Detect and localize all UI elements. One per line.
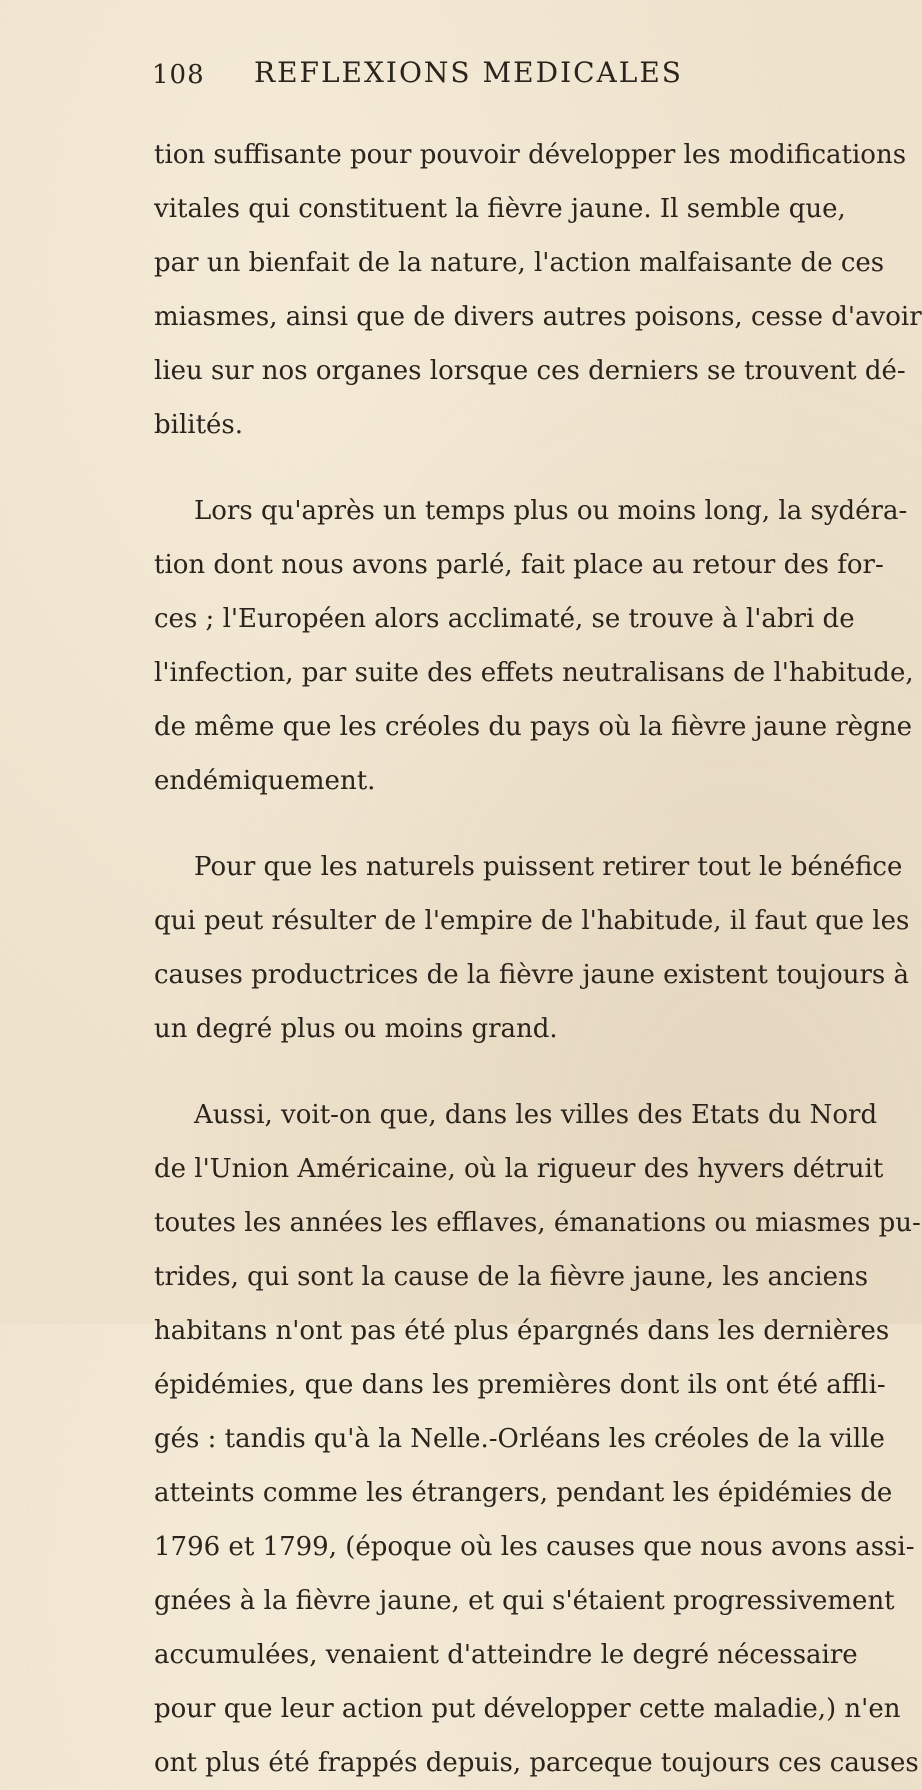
paragraph-gap <box>154 808 726 840</box>
text-line: gnées à la fièvre jaune, et qui s'étaient progressivement <box>154 1586 895 1616</box>
text-line: toutes les années les efflaves, émanations ou miasmes pu- <box>154 1208 921 1238</box>
body-text <box>154 128 922 1790</box>
text-line: habitans n'ont pas été plus épargnés dans les dernières <box>154 1316 890 1346</box>
text-line: endémiquement. <box>154 766 376 796</box>
paragraph-gap <box>154 1056 726 1088</box>
text-line: un degré plus ou moins grand. <box>154 1014 558 1044</box>
text-line: 1796 et 1799, (époque où les causes que nous avons assi- <box>154 1532 915 1562</box>
text-line: Lors qu'après un temps plus ou moins long, la sydéra- <box>194 496 908 526</box>
text-line: causes productrices de la fièvre jaune existent toujours à <box>154 960 909 990</box>
paragraph-4 <box>154 1088 921 1790</box>
page-number: 108 <box>152 60 205 90</box>
text-line: atteints comme les étrangers, pendant les épidémies de <box>154 1478 893 1508</box>
text-line: par un bienfait de la nature, l'action malfaisante de ces <box>154 248 885 278</box>
text-line: lieu sur nos organes lorsque ces derniers se trouvent dé- <box>154 356 906 386</box>
text-line: Aussi, voit-on que, dans les villes des Etats du Nord <box>194 1100 878 1130</box>
text-line: de l'Union Américaine, où la rigueur des hyvers détruit <box>154 1154 884 1184</box>
running-head <box>0 52 800 92</box>
text-line: tion suffisante pour pouvoir développer les modifications <box>154 140 907 170</box>
text-line: Pour que les naturels puissent retirer tout le bénéfice <box>194 852 903 882</box>
text-line: trides, qui sont la cause de la fièvre jaune, les anciens <box>154 1262 869 1292</box>
paragraph-2 <box>154 484 914 808</box>
text-line: pour que leur action put développer cette maladie,) n'en <box>154 1694 901 1724</box>
text-line: épidémies, que dans les premières dont ils ont été affli- <box>154 1370 886 1400</box>
text-line: miasmes, ainsi que de divers autres poisons, cesse d'avoir <box>154 302 922 332</box>
text-line: accumulées, venaient d'atteindre le degré nécessaire <box>154 1640 858 1670</box>
paragraph-1 <box>154 128 922 452</box>
text-line: tion dont nous avons parlé, fait place au retour des for- <box>154 550 884 580</box>
text-line: bilités. <box>154 410 244 440</box>
paragraph-3 <box>154 840 910 1056</box>
text-line: gés : tandis qu'à la Nelle.-Orléans les créoles de la ville <box>154 1424 885 1454</box>
text-line: de même que les créoles du pays où la fièvre jaune règne <box>154 712 912 742</box>
running-title: REFLEXIONS MEDICALES <box>254 56 683 89</box>
text-line: ont plus été frappés depuis, parceque toujours ces causes <box>154 1748 919 1778</box>
text-line: ces ; l'Européen alors acclimaté, se trouve à l'abri de <box>154 604 855 634</box>
text-line: vitales qui constituent la fièvre jaune. Il semble que, <box>154 194 846 224</box>
paragraph-gap <box>154 452 726 484</box>
text-line: qui peut résulter de l'empire de l'habitude, il faut que les <box>154 906 910 936</box>
text-line: l'infection, par suite des effets neutralisans de l'habitude, <box>154 658 914 688</box>
